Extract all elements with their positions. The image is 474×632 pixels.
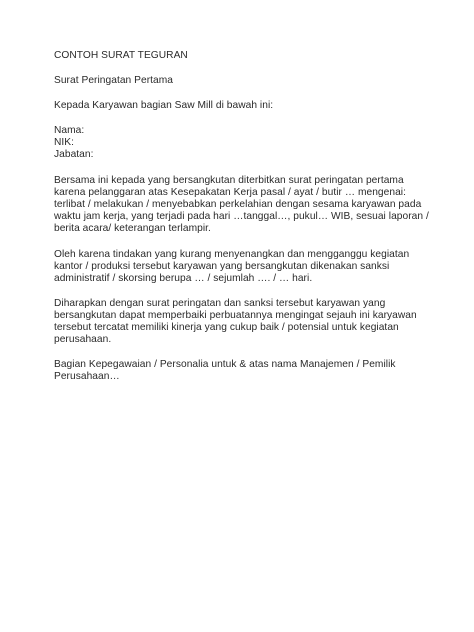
paragraph-line: waktu jam kerja, yang terjadi pada hari …tanggal…, pukul… WIB, sesuai laporan / [54,211,429,222]
field-jabatan: Jabatan: [54,149,94,160]
paragraph-line: tersebut tercatat memiliki kinerja yang cukup baik / potensial untuk kegiatan [54,322,399,333]
paragraph-line: kantor / produksi tersebut karyawan yang bersangkutan dikenakan sanksi [54,261,390,272]
closing-line: Perusahaan… [54,371,120,382]
paragraph-line: Diharapkan dengan surat peringatan dan sanksi tersebut karyawan yang [54,298,386,309]
document-subtitle: Surat Peringatan Pertama [54,75,173,86]
closing-line: Bagian Kepegawaian / Personalia untuk & atas nama Manajemen / Pemilik [54,359,396,370]
addressee-line: Kepada Karyawan bagian Saw Mill di bawah ini: [54,100,274,111]
document-title: CONTOH SURAT TEGURAN [54,50,188,61]
paragraph-line: Bersama ini kepada yang bersangkutan diterbitkan surat peringatan pertama [54,175,404,186]
field-nama: Nama: [54,125,85,136]
paragraph-line: terlibat / melakukan / menyebabkan perkelahian dengan sesama karyawan pada [54,199,422,210]
paragraph-line: Oleh karena tindakan yang kurang menyenangkan dan mengganggu kegiatan [54,249,410,260]
field-nik: NIK: [54,137,75,148]
paragraph-line: administratif / skorsing berupa … / sejumlah …. / … hari. [54,273,313,284]
paragraph-line: berita acara/ keterangan terlampir. [54,223,211,234]
paragraph-line: bersangkutan dapat memperbaiki perbuatannya mengingat sejauh ini karyawan [54,310,417,321]
paragraph-line: perusahaan. [54,334,112,345]
paragraph-line: karena pelanggaran atas Kesepakatan Kerja pasal / ayat / butir … mengenai: [54,187,406,198]
